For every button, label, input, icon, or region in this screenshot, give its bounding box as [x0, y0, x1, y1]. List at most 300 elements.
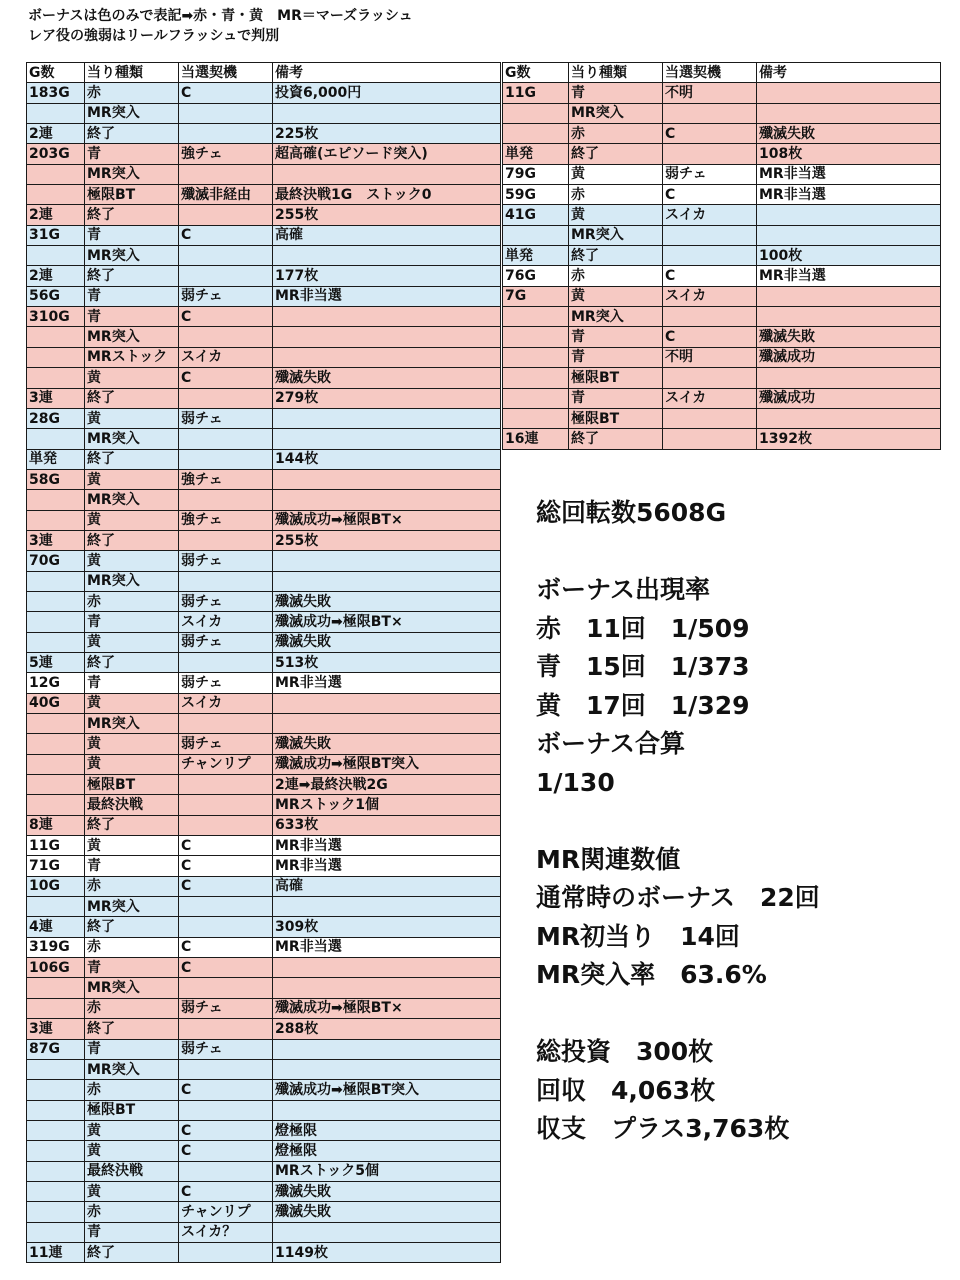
cell-games	[27, 897, 85, 917]
table-row	[27, 1242, 501, 1262]
table-row	[27, 1059, 501, 1079]
cell-hit-type: MR突入	[569, 307, 663, 327]
cell-trigger: 弱チェ	[179, 998, 273, 1018]
cell-games	[503, 388, 569, 408]
table-row	[27, 530, 501, 550]
cell-hit-type: MR突入	[85, 571, 179, 591]
cell-trigger	[179, 571, 273, 591]
cell-notes	[273, 103, 501, 123]
cell-games	[503, 368, 569, 388]
cell-notes	[757, 286, 941, 306]
cell-notes: 255枚	[273, 530, 501, 550]
table-row	[27, 408, 501, 428]
cell-trigger: C	[179, 368, 273, 388]
cell-games: 16連	[503, 429, 569, 449]
cell-trigger: チャンリプ	[179, 1202, 273, 1222]
table-row	[27, 673, 501, 693]
cell-trigger: スイカ	[179, 347, 273, 367]
cell-notes	[273, 714, 501, 734]
cell-trigger: 弱チェ	[179, 673, 273, 693]
cell-notes	[273, 571, 501, 591]
table-row	[27, 815, 501, 835]
cell-trigger: チャンリプ	[179, 754, 273, 774]
table-row	[27, 998, 501, 1018]
cell-trigger	[179, 103, 273, 123]
cell-trigger: C	[663, 327, 757, 347]
cell-trigger	[179, 530, 273, 550]
cell-games	[503, 307, 569, 327]
cell-hit-type: MR突入	[85, 978, 179, 998]
cell-games: 87G	[27, 1039, 85, 1059]
cell-hit-type: MR突入	[85, 164, 179, 184]
cell-trigger: C	[663, 124, 757, 144]
cell-notes	[273, 246, 501, 266]
table-row	[27, 286, 501, 306]
cell-hit-type: 赤	[85, 1080, 179, 1100]
cell-trigger	[179, 246, 273, 266]
table-row	[27, 449, 501, 469]
cell-trigger: 弱チェ	[179, 286, 273, 306]
table-row	[503, 83, 941, 103]
table-row	[27, 856, 501, 876]
header-games: G数	[27, 63, 85, 83]
cell-trigger	[179, 1161, 273, 1181]
cell-hit-type: 終了	[85, 205, 179, 225]
cell-hit-type: 終了	[85, 449, 179, 469]
table-row	[27, 591, 501, 611]
cell-trigger: C	[179, 836, 273, 856]
cell-trigger: スイカ	[663, 286, 757, 306]
right-table-body	[503, 83, 941, 449]
cell-notes: 高確	[273, 225, 501, 245]
mr-first-hit: MR初当り 14回	[536, 921, 740, 951]
cell-games	[27, 1161, 85, 1181]
cell-trigger: 不明	[663, 83, 757, 103]
cell-notes: 最終決戦1G ストック0	[273, 185, 501, 205]
cell-trigger: 強チェ	[179, 469, 273, 489]
cell-trigger	[179, 124, 273, 144]
cell-games	[27, 591, 85, 611]
cell-notes: 高確	[273, 876, 501, 896]
cell-hit-type: 青	[569, 327, 663, 347]
cell-games: 2連	[27, 205, 85, 225]
cell-hit-type: 黄	[85, 632, 179, 652]
cell-notes: 513枚	[273, 652, 501, 672]
table-row	[27, 551, 501, 571]
cell-games: 79G	[503, 164, 569, 184]
cell-trigger	[179, 1019, 273, 1039]
cell-games	[27, 429, 85, 449]
table-row	[27, 1141, 501, 1161]
cell-notes	[273, 897, 501, 917]
table-row	[27, 124, 501, 144]
cell-notes: 殲滅成功➡極限BT×	[273, 510, 501, 530]
cell-notes: 殲滅成功	[757, 388, 941, 408]
cell-notes: MR非当選	[757, 164, 941, 184]
cell-games	[27, 754, 85, 774]
table-row	[27, 571, 501, 591]
cell-notes	[273, 408, 501, 428]
cell-notes	[273, 551, 501, 571]
cell-notes: 殲滅失敗	[273, 591, 501, 611]
cell-games	[27, 103, 85, 123]
cell-notes: 288枚	[273, 1019, 501, 1039]
cell-games	[27, 1080, 85, 1100]
cell-games	[27, 368, 85, 388]
table-row	[503, 429, 941, 449]
cell-games	[27, 164, 85, 184]
cell-games	[27, 185, 85, 205]
table-row	[27, 1181, 501, 1201]
cell-games	[27, 246, 85, 266]
cell-games: 28G	[27, 408, 85, 428]
table-row	[27, 1161, 501, 1181]
cell-hit-type: MR突入	[85, 103, 179, 123]
cell-notes: 殲滅失敗	[273, 368, 501, 388]
cell-games: 10G	[27, 876, 85, 896]
header-games: G数	[503, 63, 569, 83]
table-row	[27, 510, 501, 530]
cell-hit-type: MR突入	[569, 225, 663, 245]
table-row	[27, 917, 501, 937]
header-notes: 備考	[273, 63, 501, 83]
cell-notes: 燈極限	[273, 1141, 501, 1161]
cell-games: 8連	[27, 815, 85, 835]
cell-hit-type: 最終決戦	[85, 795, 179, 815]
cell-trigger: C	[179, 225, 273, 245]
table-row	[27, 83, 501, 103]
cell-hit-type: 黄	[85, 510, 179, 530]
cell-games	[27, 571, 85, 591]
cell-trigger	[663, 144, 757, 164]
cell-hit-type: 終了	[85, 530, 179, 550]
cell-notes	[757, 368, 941, 388]
header-hit-type: 当り種類	[569, 63, 663, 83]
cell-hit-type: 赤	[85, 998, 179, 1018]
cell-trigger	[179, 917, 273, 937]
cell-games	[27, 347, 85, 367]
cell-games	[27, 1059, 85, 1079]
red-rate: 赤 11回 1/509	[536, 613, 750, 643]
cell-hit-type: 赤	[569, 124, 663, 144]
cell-hit-type: 黄	[85, 368, 179, 388]
table-row	[27, 144, 501, 164]
cell-hit-type: 終了	[85, 1242, 179, 1262]
cell-notes: 殲滅成功➡極限BT突入	[273, 1080, 501, 1100]
cell-trigger	[179, 978, 273, 998]
spacer	[536, 533, 820, 572]
cell-notes	[757, 408, 941, 428]
cell-notes	[273, 469, 501, 489]
table-row	[27, 347, 501, 367]
table-row	[27, 876, 501, 896]
cell-notes: MRストック1個	[273, 795, 501, 815]
table-row	[27, 205, 501, 225]
cell-notes: MR非当選	[273, 286, 501, 306]
cell-notes: 2連➡最終決戦2G	[273, 775, 501, 795]
cell-notes: MR非当選	[273, 856, 501, 876]
table-row	[27, 693, 501, 713]
cell-trigger	[179, 490, 273, 510]
cell-notes	[757, 307, 941, 327]
cell-trigger: 強チェ	[179, 144, 273, 164]
cell-notes: 殲滅成功➡極限BT×	[273, 998, 501, 1018]
cell-hit-type: MR突入	[85, 897, 179, 917]
cell-notes	[273, 693, 501, 713]
cell-hit-type: 黄	[85, 469, 179, 489]
table-row	[27, 246, 501, 266]
cell-trigger	[663, 225, 757, 245]
cell-hit-type: MRストック	[85, 347, 179, 367]
cell-notes	[273, 978, 501, 998]
cell-hit-type: 黄	[85, 1141, 179, 1161]
cell-notes	[757, 225, 941, 245]
cell-games: 11G	[503, 83, 569, 103]
cell-hit-type: 赤	[85, 591, 179, 611]
cell-notes: 超高確(エピソード突入)	[273, 144, 501, 164]
table-row	[503, 347, 941, 367]
header-trigger: 当選契機	[179, 63, 273, 83]
blue-rate: 青 15回 1/373	[536, 652, 750, 681]
cell-hit-type: 極限BT	[569, 368, 663, 388]
cell-games: 40G	[27, 693, 85, 713]
cell-notes: 1149枚	[273, 1242, 501, 1262]
cell-hit-type: 青	[85, 1039, 179, 1059]
cell-trigger: C	[179, 1080, 273, 1100]
table-row	[27, 734, 501, 754]
cell-notes: 633枚	[273, 815, 501, 835]
cell-hit-type: 黄	[85, 1181, 179, 1201]
cell-notes: MRストック5個	[273, 1161, 501, 1181]
cell-notes: 279枚	[273, 388, 501, 408]
table-row	[503, 205, 941, 225]
cell-games	[27, 714, 85, 734]
cell-games	[503, 124, 569, 144]
cell-games	[27, 1202, 85, 1222]
cell-hit-type: 黄	[85, 693, 179, 713]
cell-games	[503, 347, 569, 367]
table-row	[503, 124, 941, 144]
cell-trigger: C	[179, 958, 273, 978]
cell-notes	[273, 490, 501, 510]
cell-notes: MR非当選	[273, 937, 501, 957]
table-row	[503, 164, 941, 184]
cell-notes	[273, 307, 501, 327]
left-log-table	[26, 62, 501, 1263]
right-log-table	[502, 62, 941, 450]
cell-notes: 殲滅失敗	[757, 327, 941, 347]
cell-trigger: スイカ？	[179, 1222, 273, 1242]
cell-hit-type: 青	[85, 225, 179, 245]
table-row	[27, 103, 501, 123]
cell-notes: 殲滅成功➡極限BT×	[273, 612, 501, 632]
cell-hit-type: 青	[85, 673, 179, 693]
cell-trigger	[179, 815, 273, 835]
cell-games: 7G	[503, 286, 569, 306]
right-header-row	[503, 63, 941, 83]
table-row	[27, 714, 501, 734]
cell-trigger	[179, 795, 273, 815]
cell-notes: 殲滅失敗	[273, 1181, 501, 1201]
cell-notes	[273, 1222, 501, 1242]
cell-hit-type: 極限BT	[85, 185, 179, 205]
cell-games: 4連	[27, 917, 85, 937]
cell-notes	[273, 429, 501, 449]
table-row	[27, 978, 501, 998]
cell-hit-type: 青	[85, 144, 179, 164]
cell-games: 203G	[27, 144, 85, 164]
cell-hit-type: 赤	[85, 876, 179, 896]
cell-trigger: C	[179, 1120, 273, 1140]
left-header-row	[27, 63, 501, 83]
cell-trigger: C	[179, 83, 273, 103]
cell-trigger	[663, 429, 757, 449]
cell-trigger: スイカ	[179, 612, 273, 632]
cell-trigger	[663, 408, 757, 428]
cell-notes: 255枚	[273, 205, 501, 225]
cell-games: 59G	[503, 185, 569, 205]
cell-trigger	[179, 775, 273, 795]
bonus-rate-title: ボーナス出現率	[536, 575, 711, 604]
header-hit-type: 当り種類	[85, 63, 179, 83]
cell-trigger: 強チェ	[179, 510, 273, 530]
table-row	[27, 897, 501, 917]
spacer	[536, 995, 820, 1034]
table-row	[27, 652, 501, 672]
table-row	[503, 307, 941, 327]
table-row	[27, 225, 501, 245]
cell-hit-type: 黄	[85, 408, 179, 428]
cell-trigger: スイカ	[663, 205, 757, 225]
table-row	[27, 490, 501, 510]
cell-notes: 108枚	[757, 144, 941, 164]
table-row	[503, 327, 941, 347]
header-trigger: 当選契機	[663, 63, 757, 83]
cell-games	[503, 103, 569, 123]
cell-notes	[273, 327, 501, 347]
cell-hit-type: 赤	[569, 266, 663, 286]
cell-hit-type: 青	[85, 958, 179, 978]
cell-hit-type: 青	[85, 286, 179, 306]
cell-hit-type: 終了	[85, 388, 179, 408]
cell-trigger	[179, 897, 273, 917]
cell-games	[27, 978, 85, 998]
cell-games	[27, 510, 85, 530]
yellow-rate: 黄 17回 1/329	[536, 690, 750, 720]
cell-hit-type: 赤	[85, 83, 179, 103]
cell-games	[27, 1141, 85, 1161]
cell-games	[27, 998, 85, 1018]
cell-notes: MR非当選	[273, 673, 501, 693]
cell-trigger: 弱チェ	[179, 551, 273, 571]
cell-notes	[273, 1100, 501, 1120]
cell-trigger	[179, 388, 273, 408]
cell-games: 2連	[27, 266, 85, 286]
cell-hit-type: 青	[569, 388, 663, 408]
cell-notes: MR非当選	[757, 185, 941, 205]
cell-hit-type: 赤	[85, 937, 179, 957]
cell-notes	[757, 205, 941, 225]
cell-games	[503, 225, 569, 245]
cell-games: 56G	[27, 286, 85, 306]
cell-hit-type: 赤	[85, 1202, 179, 1222]
cell-hit-type: 終了	[85, 1019, 179, 1039]
cell-notes: 投資6,000円	[273, 83, 501, 103]
cell-trigger	[179, 429, 273, 449]
cell-notes: 殲滅失敗	[273, 632, 501, 652]
cell-hit-type: 終了	[85, 124, 179, 144]
table-row	[27, 958, 501, 978]
cell-hit-type: 終了	[85, 917, 179, 937]
cell-games	[27, 327, 85, 347]
cell-notes	[273, 958, 501, 978]
cell-games	[27, 1120, 85, 1140]
cell-notes: 309枚	[273, 917, 501, 937]
cell-trigger: 弱チェ	[179, 1039, 273, 1059]
cell-hit-type: MR突入	[85, 714, 179, 734]
cell-trigger: C	[179, 1141, 273, 1161]
cell-trigger: C	[179, 856, 273, 876]
table-row	[27, 327, 501, 347]
cell-games	[27, 632, 85, 652]
cell-games: 106G	[27, 958, 85, 978]
cell-hit-type: 極限BT	[85, 1100, 179, 1120]
cell-hit-type: 赤	[569, 185, 663, 205]
mr-entry-rate: MR突入率 63.6%	[536, 960, 767, 989]
cell-notes: 177枚	[273, 266, 501, 286]
cell-games: 70G	[27, 551, 85, 571]
table-row	[503, 286, 941, 306]
table-row	[27, 754, 501, 774]
table-row	[503, 185, 941, 205]
table-row	[27, 185, 501, 205]
table-row	[503, 103, 941, 123]
cell-trigger: スイカ	[179, 693, 273, 713]
table-row	[27, 836, 501, 856]
table-row	[503, 246, 941, 266]
cell-trigger	[179, 266, 273, 286]
cell-hit-type: 終了	[85, 266, 179, 286]
cell-notes: 殲滅成功➡極限BT突入	[273, 754, 501, 774]
cell-trigger	[179, 652, 273, 672]
cell-trigger	[179, 714, 273, 734]
cell-trigger: C	[179, 937, 273, 957]
cell-games: 3連	[27, 388, 85, 408]
cell-notes: 燈極限	[273, 1120, 501, 1140]
cell-games: 76G	[503, 266, 569, 286]
cell-notes: 100枚	[757, 246, 941, 266]
cell-trigger: 弱チェ	[179, 408, 273, 428]
mr-title: MR関連数値	[536, 844, 681, 874]
spacer	[536, 802, 820, 841]
cell-games: 12G	[27, 673, 85, 693]
cell-notes: 殲滅失敗	[273, 734, 501, 754]
cell-hit-type: 黄	[85, 734, 179, 754]
cell-trigger: 弱チェ	[179, 734, 273, 754]
cell-games: 319G	[27, 937, 85, 957]
cell-games: 5連	[27, 652, 85, 672]
cell-games	[503, 327, 569, 347]
cell-trigger	[179, 164, 273, 184]
cell-notes	[757, 83, 941, 103]
table-row	[27, 1019, 501, 1039]
cell-notes: 144枚	[273, 449, 501, 469]
recovery: 回収 4,063枚	[536, 1075, 716, 1105]
table-row	[27, 307, 501, 327]
cell-hit-type: 終了	[85, 815, 179, 835]
table-row	[503, 144, 941, 164]
cell-hit-type: 青	[569, 347, 663, 367]
